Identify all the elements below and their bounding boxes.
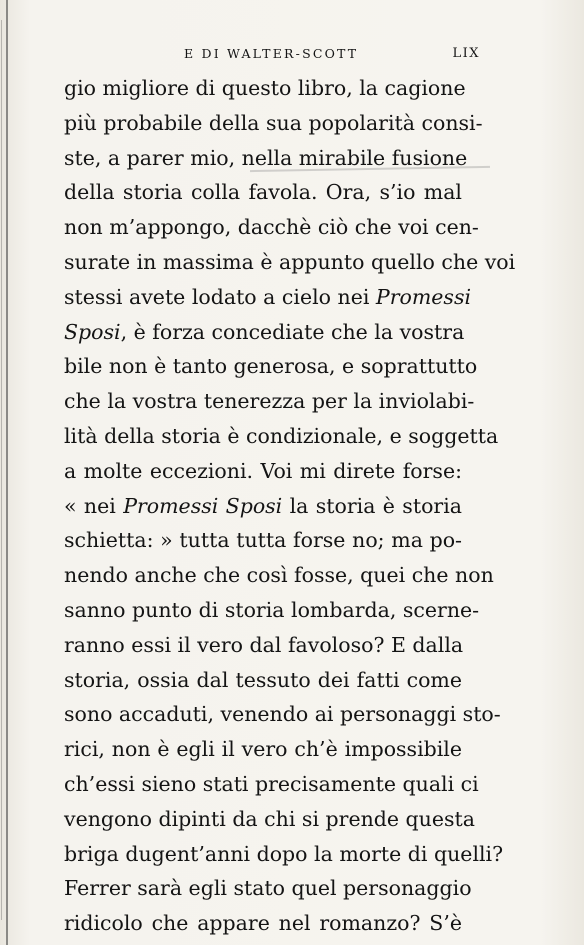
text-segment: « nei xyxy=(64,493,116,518)
text-line: ste, a parer mio, nella mirabile fusione xyxy=(64,145,468,170)
text-line: surate in massima è appunto quello che voi xyxy=(64,249,516,274)
text-segment: stessi avete lodato a cielo nei xyxy=(64,284,370,309)
text-line: bile non è tanto generosa, e soprattutto xyxy=(64,354,478,379)
text-line: lità della storia è condizionale, e soggetta xyxy=(64,423,499,448)
page-number: LIX xyxy=(452,46,480,61)
text-line: storia, ossia dal tessuto dei fatti come xyxy=(64,667,462,692)
text-line: ranno essi il vero dal favoloso? E dalla xyxy=(64,632,464,657)
italic-title: Sposi xyxy=(64,319,121,344)
italic-title: Promessi xyxy=(375,284,472,309)
page-header xyxy=(150,46,480,66)
text-segment: la storia è storia xyxy=(289,493,462,518)
page-edge-line xyxy=(1,20,2,920)
text-line: ch’essi sieno stati precisamente quali ci xyxy=(64,771,479,796)
body-text xyxy=(64,71,516,941)
text-line: a molte eccezioni. Voi mi direte forse: xyxy=(64,458,462,483)
text-line-with-italic xyxy=(64,489,462,524)
text-segment: Sposi, è forza concediate che la vostra xyxy=(64,319,465,344)
text-line: briga dugent’anni dopo la morte di quelli? xyxy=(64,841,504,866)
page-edge-shadow xyxy=(6,0,8,945)
text-line: della storia colla favola. Ora, s’io mal xyxy=(64,180,462,205)
running-head: E DI WALTER-SCOTT xyxy=(184,46,359,61)
text-line: rici, non è egli il vero ch’è impossibile xyxy=(64,737,462,762)
text-line-with-italic xyxy=(64,280,472,315)
text-line: ridicolo che appare nel romanzo? S’è xyxy=(64,911,462,936)
text-line: gio migliore di questo libro, la cagione xyxy=(64,76,466,100)
text-line: Ferrer sarà egli stato quel personaggio xyxy=(64,876,472,901)
text-line: nendo anche che così fosse, quei che non xyxy=(64,563,494,588)
text-line: vengono dipinti da chi si prende questa xyxy=(64,806,475,831)
text-line: più probabile della sua popolarità consi- xyxy=(64,110,483,135)
text-line: sono accaduti, venendo ai personaggi sto- xyxy=(64,702,501,727)
text-line: non m’appongo, dacchè ciò che voi cen- xyxy=(64,215,479,240)
italic-title: Promessi Sposi xyxy=(123,493,283,518)
text-line: sanno punto di storia lombarda, scerne- xyxy=(64,597,480,622)
text-line: che la vostra tenerezza per la inviolabi- xyxy=(64,389,475,414)
text-line: schietta: » tutta tutta forse no; ma po- xyxy=(64,528,462,553)
text-line xyxy=(64,315,465,350)
